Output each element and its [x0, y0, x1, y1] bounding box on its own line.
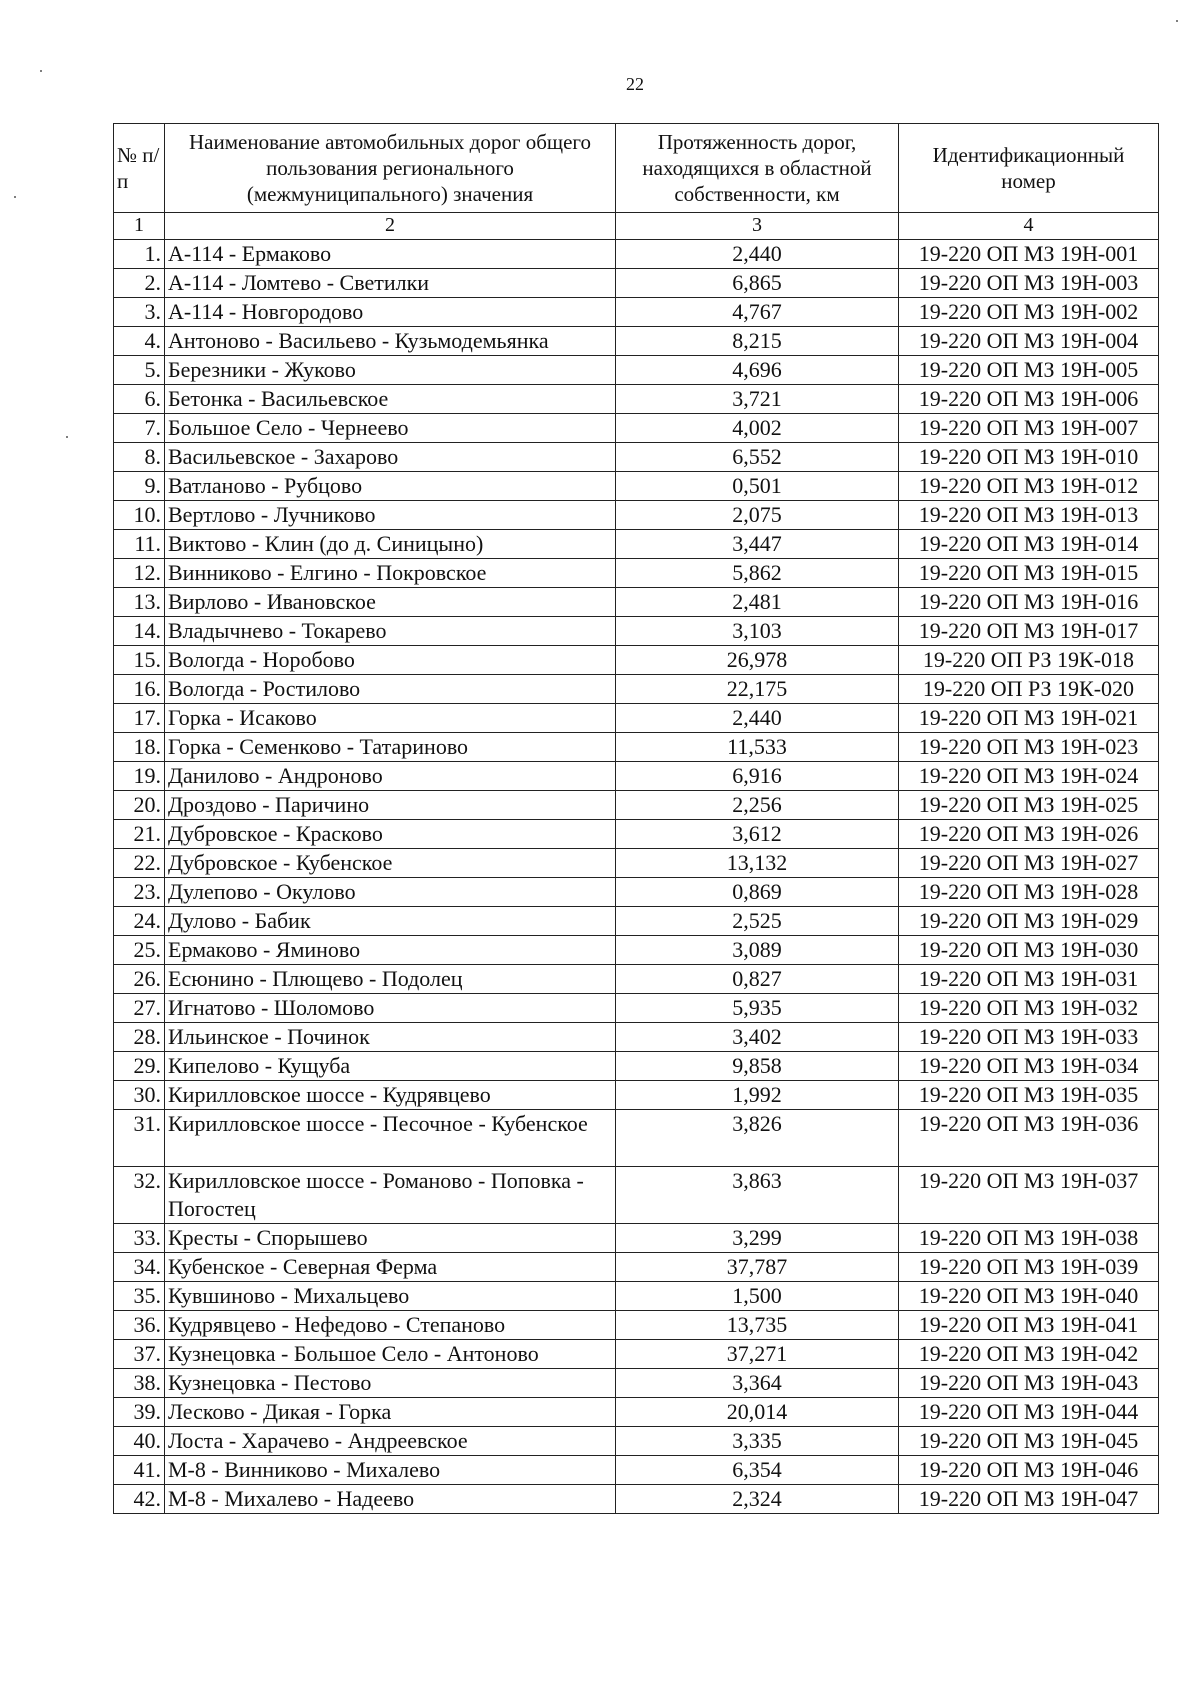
row-number: 23. — [114, 878, 165, 907]
road-length: 3,103 — [616, 617, 899, 646]
road-id-number: 19-220 ОП МЗ 19Н-043 — [899, 1369, 1159, 1398]
table-row — [114, 849, 1159, 878]
road-name: А-114 - Ломтево - Светилки — [165, 269, 616, 298]
road-length: 4,696 — [616, 356, 899, 385]
row-number: 8. — [114, 443, 165, 472]
road-name: Большое Село - Чернеево — [165, 414, 616, 443]
road-name: Вирлово - Ивановское — [165, 588, 616, 617]
road-length: 4,002 — [616, 414, 899, 443]
road-name: Березники - Жуково — [165, 356, 616, 385]
road-id-number: 19-220 ОП МЗ 19Н-041 — [899, 1311, 1159, 1340]
road-id-number: 19-220 ОП МЗ 19Н-038 — [899, 1224, 1159, 1253]
road-name: Данилово - Андроново — [165, 762, 616, 791]
road-name: А-114 - Ермаково — [165, 240, 616, 269]
road-name: Дулово - Бабик — [165, 907, 616, 936]
road-id-number: 19-220 ОП МЗ 19Н-027 — [899, 849, 1159, 878]
scan-speck — [14, 196, 16, 198]
road-id-number: 19-220 ОП МЗ 19Н-040 — [899, 1282, 1159, 1311]
table-row — [114, 1167, 1159, 1224]
row-number: 30. — [114, 1081, 165, 1110]
row-number: 11. — [114, 530, 165, 559]
road-name: Кирилловское шоссе - Романово - Поповка - Погостец — [165, 1167, 616, 1224]
road-name: Кудрявцево - Нефедово - Степаново — [165, 1311, 616, 1340]
table-row — [114, 1311, 1159, 1340]
row-number: 24. — [114, 907, 165, 936]
road-id-number: 19-220 ОП МЗ 19Н-024 — [899, 762, 1159, 791]
table-row — [114, 530, 1159, 559]
table-row — [114, 617, 1159, 646]
column-number: 4 — [899, 213, 1159, 240]
table-row — [114, 240, 1159, 269]
table-row — [114, 704, 1159, 733]
header-road-name: Наименование автомобильных дорог общего пользования регионального (межмуниципального) значения — [165, 124, 616, 213]
table-header-row — [114, 124, 1159, 213]
road-name: М-8 - Михалево - Надеево — [165, 1485, 616, 1514]
road-length: 6,552 — [616, 443, 899, 472]
road-length: 11,533 — [616, 733, 899, 762]
row-number: 32. — [114, 1167, 165, 1224]
road-length: 5,862 — [616, 559, 899, 588]
road-length: 9,858 — [616, 1052, 899, 1081]
road-id-number: 19-220 ОП МЗ 19Н-046 — [899, 1456, 1159, 1485]
scan-speck — [66, 436, 68, 438]
road-length: 20,014 — [616, 1398, 899, 1427]
road-id-number: 19-220 ОП МЗ 19Н-033 — [899, 1023, 1159, 1052]
row-number: 17. — [114, 704, 165, 733]
road-id-number: 19-220 ОП МЗ 19Н-003 — [899, 269, 1159, 298]
table-row — [114, 501, 1159, 530]
road-length: 37,787 — [616, 1253, 899, 1282]
table-row — [114, 733, 1159, 762]
road-id-number: 19-220 ОП МЗ 19Н-047 — [899, 1485, 1159, 1514]
row-number: 27. — [114, 994, 165, 1023]
road-id-number: 19-220 ОП МЗ 19Н-032 — [899, 994, 1159, 1023]
table-row — [114, 1485, 1159, 1514]
table-row — [114, 878, 1159, 907]
road-id-number: 19-220 ОП МЗ 19Н-014 — [899, 530, 1159, 559]
road-id-number: 19-220 ОП МЗ 19Н-035 — [899, 1081, 1159, 1110]
road-length: 0,869 — [616, 878, 899, 907]
road-name: Кипелово - Кущуба — [165, 1052, 616, 1081]
row-number: 38. — [114, 1369, 165, 1398]
road-name: А-114 - Новгородово — [165, 298, 616, 327]
road-length: 6,354 — [616, 1456, 899, 1485]
row-number: 25. — [114, 936, 165, 965]
row-number: 6. — [114, 385, 165, 414]
row-number: 16. — [114, 675, 165, 704]
road-length: 2,256 — [616, 791, 899, 820]
table-row — [114, 559, 1159, 588]
road-length: 2,481 — [616, 588, 899, 617]
table-row — [114, 327, 1159, 356]
road-id-number: 19-220 ОП МЗ 19Н-006 — [899, 385, 1159, 414]
road-length: 5,935 — [616, 994, 899, 1023]
scan-speck — [1176, 20, 1178, 22]
table-row — [114, 1023, 1159, 1052]
row-number: 5. — [114, 356, 165, 385]
road-id-number: 19-220 ОП МЗ 19Н-037 — [899, 1167, 1159, 1224]
road-id-number: 19-220 ОП МЗ 19Н-017 — [899, 617, 1159, 646]
row-number: 12. — [114, 559, 165, 588]
roads-table — [113, 123, 1159, 1514]
road-name: Виктово - Клин (до д. Синицыно) — [165, 530, 616, 559]
road-id-number: 19-220 ОП МЗ 19Н-030 — [899, 936, 1159, 965]
road-length: 2,324 — [616, 1485, 899, 1514]
table-row — [114, 1427, 1159, 1456]
table-row — [114, 1456, 1159, 1485]
road-length: 3,402 — [616, 1023, 899, 1052]
row-number: 1. — [114, 240, 165, 269]
road-name: Ватланово - Рубцово — [165, 472, 616, 501]
road-name: Есюнино - Плющево - Подолец — [165, 965, 616, 994]
road-length: 8,215 — [616, 327, 899, 356]
row-number: 13. — [114, 588, 165, 617]
row-number: 40. — [114, 1427, 165, 1456]
road-length: 13,132 — [616, 849, 899, 878]
table-row — [114, 646, 1159, 675]
road-length: 3,299 — [616, 1224, 899, 1253]
road-name: Вертлово - Лучниково — [165, 501, 616, 530]
road-length: 3,721 — [616, 385, 899, 414]
row-number: 35. — [114, 1282, 165, 1311]
road-id-number: 19-220 ОП МЗ 19Н-026 — [899, 820, 1159, 849]
scan-speck — [40, 70, 42, 72]
table-row — [114, 675, 1159, 704]
table-row — [114, 936, 1159, 965]
road-id-number: 19-220 ОП РЗ 19К-020 — [899, 675, 1159, 704]
road-name: Кузнецовка - Пестово — [165, 1369, 616, 1398]
road-name: Бетонка - Васильевское — [165, 385, 616, 414]
road-name: Дубровское - Красково — [165, 820, 616, 849]
road-id-number: 19-220 ОП МЗ 19Н-044 — [899, 1398, 1159, 1427]
road-id-number: 19-220 ОП МЗ 19Н-039 — [899, 1253, 1159, 1282]
road-name: Ермаково - Яминово — [165, 936, 616, 965]
road-name: Антоново - Васильево - Кузьмодемьянка — [165, 327, 616, 356]
road-length: 2,440 — [616, 704, 899, 733]
table-row — [114, 356, 1159, 385]
road-length: 4,767 — [616, 298, 899, 327]
road-id-number: 19-220 ОП МЗ 19Н-004 — [899, 327, 1159, 356]
table-row — [114, 298, 1159, 327]
table-row — [114, 1340, 1159, 1369]
road-id-number: 19-220 ОП МЗ 19Н-045 — [899, 1427, 1159, 1456]
road-id-number: 19-220 ОП МЗ 19Н-007 — [899, 414, 1159, 443]
road-name: Вологда - Ростилово — [165, 675, 616, 704]
table-row — [114, 907, 1159, 936]
table-row — [114, 443, 1159, 472]
road-length: 13,735 — [616, 1311, 899, 1340]
road-name: Кузнецовка - Большое Село - Антоново — [165, 1340, 616, 1369]
road-name: Дроздово - Паричино — [165, 791, 616, 820]
road-id-number: 19-220 ОП МЗ 19Н-002 — [899, 298, 1159, 327]
road-length: 0,501 — [616, 472, 899, 501]
road-length: 22,175 — [616, 675, 899, 704]
road-length: 3,447 — [616, 530, 899, 559]
row-number: 29. — [114, 1052, 165, 1081]
road-id-number: 19-220 ОП МЗ 19Н-001 — [899, 240, 1159, 269]
header-id-number: Идентификационный номер — [899, 124, 1159, 213]
table-row — [114, 820, 1159, 849]
road-length: 3,335 — [616, 1427, 899, 1456]
road-length: 37,271 — [616, 1340, 899, 1369]
row-number: 4. — [114, 327, 165, 356]
road-id-number: 19-220 ОП МЗ 19Н-042 — [899, 1340, 1159, 1369]
row-number: 33. — [114, 1224, 165, 1253]
table-row — [114, 762, 1159, 791]
road-length: 3,826 — [616, 1110, 899, 1167]
table-row — [114, 414, 1159, 443]
road-name: Игнатово - Шоломово — [165, 994, 616, 1023]
road-id-number: 19-220 ОП МЗ 19Н-025 — [899, 791, 1159, 820]
table-row — [114, 472, 1159, 501]
row-number: 9. — [114, 472, 165, 501]
row-number: 39. — [114, 1398, 165, 1427]
table-row — [114, 1110, 1159, 1167]
road-length: 3,612 — [616, 820, 899, 849]
column-number-row — [114, 213, 1159, 240]
row-number: 41. — [114, 1456, 165, 1485]
table-row — [114, 994, 1159, 1023]
column-number: 3 — [616, 213, 899, 240]
road-id-number: 19-220 ОП МЗ 19Н-023 — [899, 733, 1159, 762]
road-length: 1,500 — [616, 1282, 899, 1311]
road-name: Кирилловское шоссе - Кудрявцево — [165, 1081, 616, 1110]
road-id-number: 19-220 ОП МЗ 19Н-012 — [899, 472, 1159, 501]
table-row — [114, 1081, 1159, 1110]
column-number: 2 — [165, 213, 616, 240]
road-id-number: 19-220 ОП МЗ 19Н-021 — [899, 704, 1159, 733]
road-name: Горка - Исаково — [165, 704, 616, 733]
row-number: 28. — [114, 1023, 165, 1052]
table-row — [114, 588, 1159, 617]
table-row — [114, 1224, 1159, 1253]
row-number: 18. — [114, 733, 165, 762]
road-name: Вологда - Норобово — [165, 646, 616, 675]
row-number: 21. — [114, 820, 165, 849]
header-length: Протяженность дорог, находящихся в областной собственности, км — [616, 124, 899, 213]
road-name: Кувшиново - Михальцево — [165, 1282, 616, 1311]
road-id-number: 19-220 ОП МЗ 19Н-034 — [899, 1052, 1159, 1081]
table-row — [114, 269, 1159, 298]
road-name: Васильевское - Захарово — [165, 443, 616, 472]
row-number: 7. — [114, 414, 165, 443]
road-length: 3,863 — [616, 1167, 899, 1224]
road-id-number: 19-220 ОП РЗ 19К-018 — [899, 646, 1159, 675]
road-id-number: 19-220 ОП МЗ 19Н-016 — [899, 588, 1159, 617]
table-row — [114, 791, 1159, 820]
row-number: 2. — [114, 269, 165, 298]
header-number: № п/п — [114, 124, 165, 213]
road-length: 26,978 — [616, 646, 899, 675]
table-row — [114, 1052, 1159, 1081]
row-number: 15. — [114, 646, 165, 675]
road-name: Горка - Семенково - Татариново — [165, 733, 616, 762]
road-length: 2,525 — [616, 907, 899, 936]
road-length: 6,865 — [616, 269, 899, 298]
road-name: Кубенское - Северная Ферма — [165, 1253, 616, 1282]
road-length: 3,089 — [616, 936, 899, 965]
road-id-number: 19-220 ОП МЗ 19Н-029 — [899, 907, 1159, 936]
table-row — [114, 1253, 1159, 1282]
road-length: 2,440 — [616, 240, 899, 269]
row-number: 26. — [114, 965, 165, 994]
road-name: Кресты - Спорышево — [165, 1224, 616, 1253]
column-number: 1 — [114, 213, 165, 240]
row-number: 22. — [114, 849, 165, 878]
road-length: 6,916 — [616, 762, 899, 791]
road-length: 1,992 — [616, 1081, 899, 1110]
road-id-number: 19-220 ОП МЗ 19Н-015 — [899, 559, 1159, 588]
road-id-number: 19-220 ОП МЗ 19Н-010 — [899, 443, 1159, 472]
road-id-number: 19-220 ОП МЗ 19Н-028 — [899, 878, 1159, 907]
road-name: Дубровское - Кубенское — [165, 849, 616, 878]
row-number: 34. — [114, 1253, 165, 1282]
row-number: 3. — [114, 298, 165, 327]
row-number: 19. — [114, 762, 165, 791]
road-name: Винниково - Елгино - Покровское — [165, 559, 616, 588]
page-number: 22 — [626, 74, 644, 94]
road-id-number: 19-220 ОП МЗ 19Н-005 — [899, 356, 1159, 385]
table-row — [114, 1398, 1159, 1427]
row-number: 14. — [114, 617, 165, 646]
road-length: 0,827 — [616, 965, 899, 994]
table-row — [114, 1282, 1159, 1311]
row-number: 42. — [114, 1485, 165, 1514]
road-name: Владычнево - Токарево — [165, 617, 616, 646]
table-row — [114, 1369, 1159, 1398]
road-length: 2,075 — [616, 501, 899, 530]
row-number: 37. — [114, 1340, 165, 1369]
road-name: Кирилловское шоссе - Песочное - Кубенское — [165, 1110, 616, 1167]
road-name: Лоста - Харачево - Андреевское — [165, 1427, 616, 1456]
road-id-number: 19-220 ОП МЗ 19Н-013 — [899, 501, 1159, 530]
road-name: Дулепово - Окулово — [165, 878, 616, 907]
road-id-number: 19-220 ОП МЗ 19Н-031 — [899, 965, 1159, 994]
table-row — [114, 965, 1159, 994]
row-number: 36. — [114, 1311, 165, 1340]
road-name: М-8 - Винниково - Михалево — [165, 1456, 616, 1485]
road-name: Ильинское - Починок — [165, 1023, 616, 1052]
row-number: 20. — [114, 791, 165, 820]
row-number: 31. — [114, 1110, 165, 1167]
road-length: 3,364 — [616, 1369, 899, 1398]
table-row — [114, 385, 1159, 414]
row-number: 10. — [114, 501, 165, 530]
road-name: Лесково - Дикая - Горка — [165, 1398, 616, 1427]
road-id-number: 19-220 ОП МЗ 19Н-036 — [899, 1110, 1159, 1167]
